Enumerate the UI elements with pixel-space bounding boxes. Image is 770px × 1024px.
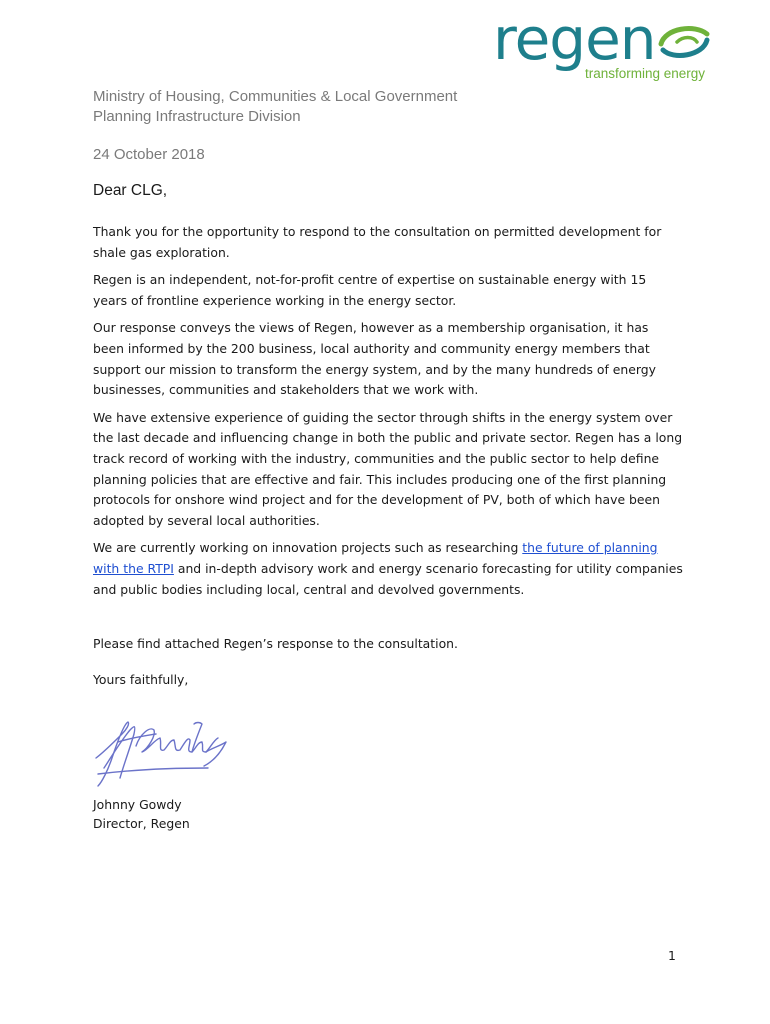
paragraph-5 (93, 538, 683, 600)
paragraph-2: Regen is an independent, not-for-profit centre of expertise on sustainable energy with 15 years of frontline experience working in the energy sector. (93, 272, 647, 308)
recipient-line-2: Planning Infrastructure Division (93, 108, 301, 125)
paragraph-5-text-start: We are currently working on innovation projects such as researching (93, 540, 523, 556)
paragraph-1: Thank you for the opportunity to respond to the consultation on permitted development for shale gas exploration. (93, 224, 662, 260)
page-number: 1 (668, 948, 676, 963)
letter-date: 24 October 2018 (93, 146, 205, 163)
paragraph-3: Our response conveys the views of Regen, however as a membership organisation, it has been informed by the 200 business, local authority and community energy members that support our mission to transform the energy system, and by the many hundreds of energy businesses, communities and stakeholders that we work with. (93, 320, 656, 398)
logo-swirl-icon (655, 22, 715, 62)
salutation: Dear CLG, (93, 182, 168, 199)
signatory-title: Director, Regen (93, 815, 190, 831)
closing-block (93, 634, 458, 706)
paragraph-5-text-end: and in-depth advisory work and energy scenario forecasting for utility companies and public bodies including local, central and devolved governments. (93, 560, 683, 597)
valediction: Yours faithfully, (93, 672, 189, 687)
signatory-block (93, 796, 190, 833)
letter-body (93, 222, 683, 607)
logo-tagline: transforming energy (585, 66, 706, 81)
recipient-address (93, 87, 457, 127)
regen-logo (493, 5, 723, 88)
handwritten-signature (90, 712, 240, 792)
recipient-line-1: Ministry of Housing, Communities & Local Government (93, 88, 458, 105)
signatory-name: Johnny Gowdy (93, 797, 182, 812)
paragraph-4: We have extensive experience of guiding the sector through shifts in the energy system over the last decade and influencing change in both the public and private sector. Regen has a long track record of working with the industry, communities and the public sector to help define planning policies that are effective and fair. This includes producing one of the first planning protocols for onshore wind project and for the development of PV, both of which have been adopted by several local authorities. (93, 409, 683, 528)
attached-note: Please find attached Regen’s response to the consultation. (93, 636, 458, 651)
rtpi-planning-link[interactable]: the future of planning with the RTPI (93, 540, 658, 576)
logo-wordmark: regen (493, 5, 656, 73)
